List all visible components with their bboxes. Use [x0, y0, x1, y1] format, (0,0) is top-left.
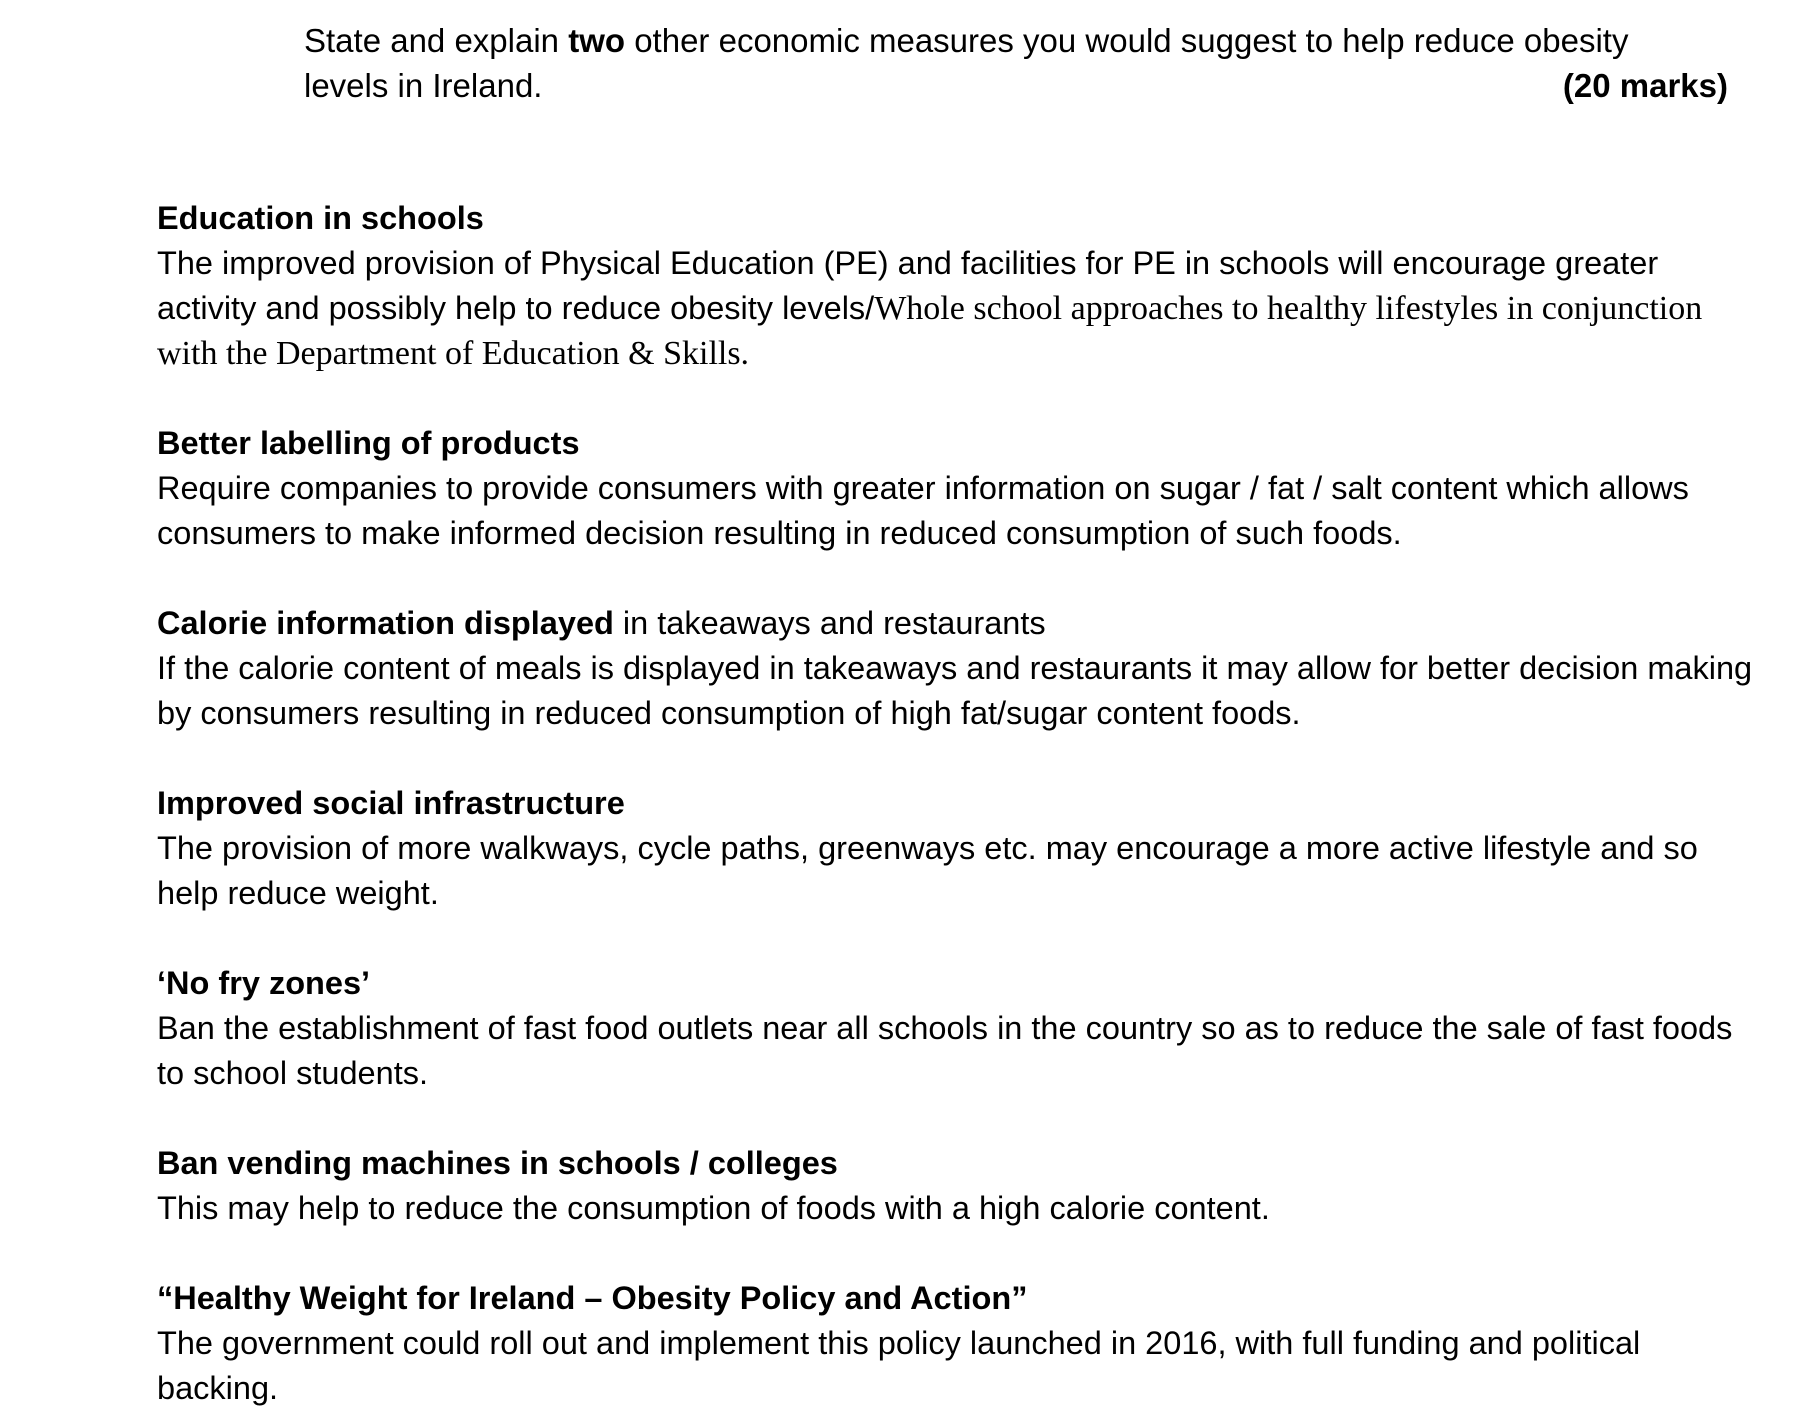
- section-body: The government could roll out and implement this policy launched in 2016, with full funding and political backing.: [157, 1325, 1641, 1406]
- answer-education-in-schools: [157, 196, 1757, 376]
- section-body: If the calorie content of meals is displayed in takeaways and restaurants it may allow for better decision making by consumers resulting in reduced consumption of high fat/sugar content foods.: [157, 650, 1753, 731]
- answer-better-labelling: [157, 421, 1757, 556]
- section-heading: “Healthy Weight for Ireland – Obesity Policy and Action”: [157, 1280, 1028, 1316]
- question-line-2: levels in Ireland. (20 marks): [304, 63, 1728, 108]
- section-heading: Ban vending machines in schools / colleges: [157, 1145, 838, 1181]
- marks-label: (20 marks): [1562, 67, 1728, 104]
- section-heading: Calorie information displayed in takeaways and restaurants: [157, 605, 1046, 641]
- answer-healthy-weight-policy: [157, 1276, 1757, 1411]
- question-text: [304, 18, 1728, 108]
- answer-social-infrastructure: [157, 781, 1757, 916]
- question-line-1: State and explain two other economic measures you would suggest to help reduce obesity: [304, 22, 1629, 59]
- section-body: The provision of more walkways, cycle paths, greenways etc. may encourage a more active lifestyle and so help reduce weight.: [157, 830, 1698, 911]
- section-body: Ban the establishment of fast food outlets near all schools in the country so as to reduce the sale of fast foods to school students.: [157, 1010, 1733, 1091]
- section-body: This may help to reduce the consumption of foods with a high calorie content.: [157, 1190, 1270, 1226]
- section-heading: Improved social infrastructure: [157, 785, 625, 821]
- section-heading: ‘No fry zones’: [157, 965, 371, 1001]
- section-body: Require companies to provide consumers with greater information on sugar / fat / salt content which allows consumers to make informed decision resulting in reduced consumption of such foods.: [157, 470, 1689, 551]
- section-heading: Education in schools: [157, 200, 484, 236]
- answer-ban-vending-machines: [157, 1141, 1757, 1231]
- section-heading: Better labelling of products: [157, 425, 580, 461]
- answer-no-fry-zones: [157, 961, 1757, 1096]
- section-body: The improved provision of Physical Education (PE) and facilities for PE in schools will encourage greater activity and possibly help to reduce obesity levels/Whole school approaches to healthy lifestyles in conjunction with the Department of Education & Skills.: [157, 245, 1703, 372]
- answer-list: [157, 196, 1757, 1411]
- question-emphasis: two: [568, 22, 626, 59]
- answer-calorie-information: [157, 601, 1757, 736]
